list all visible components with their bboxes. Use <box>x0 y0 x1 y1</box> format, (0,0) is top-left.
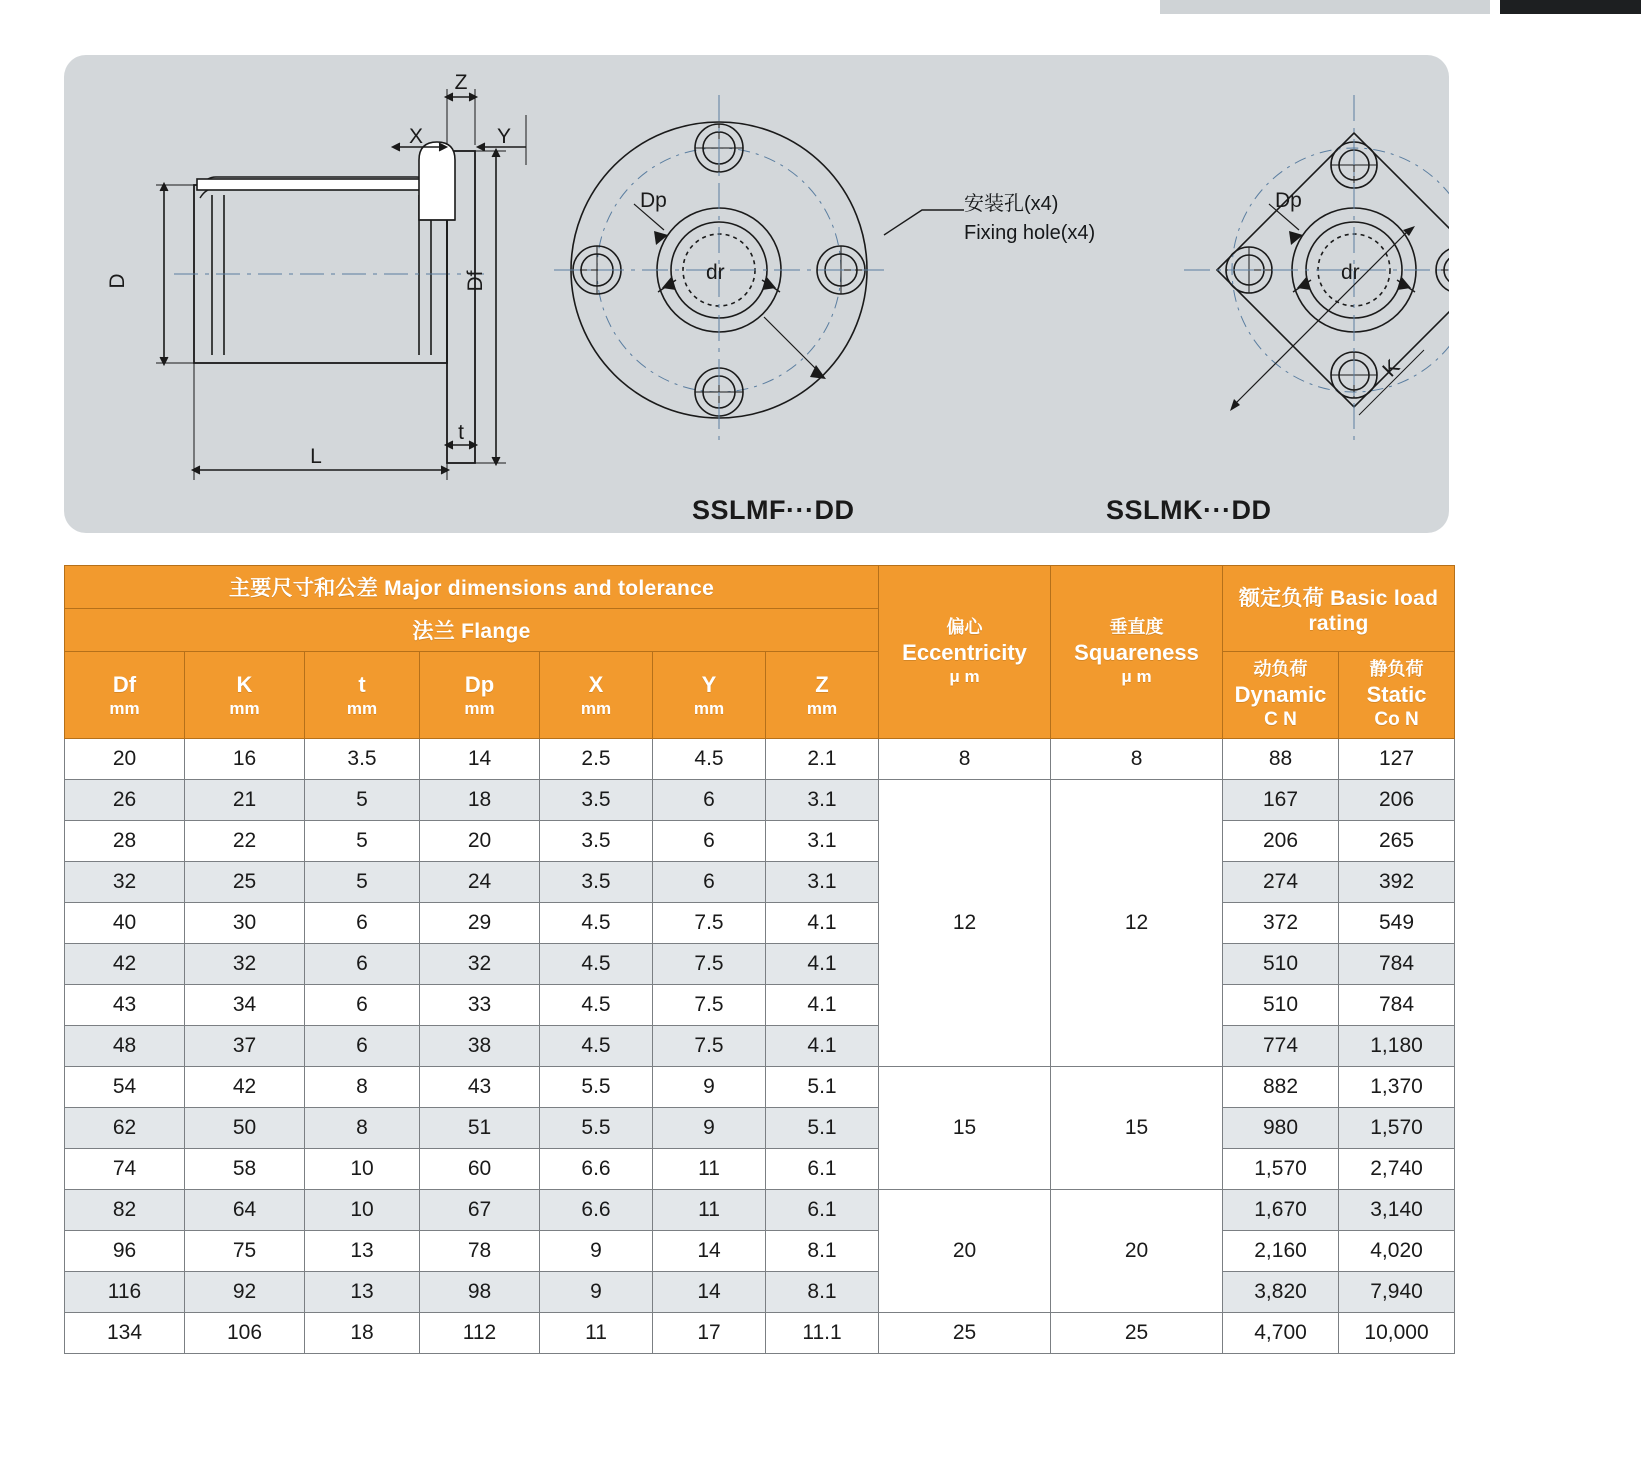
header-eccentricity-unit: μ m <box>949 667 980 687</box>
table-row <box>65 1230 1455 1271</box>
header-static-en: Static <box>1366 681 1427 707</box>
cell-y: 7.5 <box>653 943 766 984</box>
caption-sslmf: SSLMF···DD <box>692 495 855 525</box>
label-t: t <box>458 421 464 444</box>
cell-t: 10 <box>305 1189 420 1230</box>
cell-t: 5 <box>305 779 420 820</box>
cell-dynamic: 774 <box>1223 1025 1339 1066</box>
header-row-group <box>65 566 1455 609</box>
header-col-x <box>540 652 653 739</box>
cell-dp: 98 <box>420 1271 540 1312</box>
cell-k: 30 <box>185 902 305 943</box>
cell-df: 82 <box>65 1189 185 1230</box>
cell-x: 9 <box>540 1230 653 1271</box>
cell-dp: 14 <box>420 738 540 779</box>
cell-t: 5 <box>305 820 420 861</box>
cell-y: 6 <box>653 861 766 902</box>
header-col-t-unit: mm <box>346 699 378 718</box>
cell-static: 784 <box>1339 943 1455 984</box>
cell-t: 5 <box>305 861 420 902</box>
cell-z: 4.1 <box>766 902 879 943</box>
table-row <box>65 1066 1455 1107</box>
cell-static: 3,140 <box>1339 1189 1455 1230</box>
header-col-t <box>305 652 420 739</box>
cell-y: 14 <box>653 1271 766 1312</box>
header-col-dp-label: Dp <box>464 671 495 697</box>
cell-z: 5.1 <box>766 1066 879 1107</box>
cell-y: 11 <box>653 1189 766 1230</box>
cell-x: 3.5 <box>540 779 653 820</box>
cell-z: 2.1 <box>766 738 879 779</box>
cell-static: 10,000 <box>1339 1312 1455 1353</box>
header-squareness-cn: 垂直度 <box>1109 617 1164 638</box>
cell-t: 3.5 <box>305 738 420 779</box>
label-dr-square: dr <box>1341 261 1360 284</box>
cell-t: 8 <box>305 1066 420 1107</box>
header-col-x-unit: mm <box>580 699 612 718</box>
header-eccentricity <box>879 566 1051 739</box>
cell-static: 784 <box>1339 984 1455 1025</box>
header-major-dimensions: 主要尺寸和公差 Major dimensions and tolerance <box>65 566 879 609</box>
cell-t: 8 <box>305 1107 420 1148</box>
cell-dp: 67 <box>420 1189 540 1230</box>
cell-dynamic: 167 <box>1223 779 1339 820</box>
cell-k: 92 <box>185 1271 305 1312</box>
cell-df: 20 <box>65 738 185 779</box>
cell-z: 3.1 <box>766 779 879 820</box>
header-col-k-label: K <box>236 671 253 697</box>
table-row <box>65 738 1455 779</box>
table-row <box>65 820 1455 861</box>
cell-dynamic: 206 <box>1223 820 1339 861</box>
spec-table-wrapper <box>64 565 1454 1354</box>
cell-dynamic: 1,570 <box>1223 1148 1339 1189</box>
cell-static: 1,180 <box>1339 1025 1455 1066</box>
cell-dp: 24 <box>420 861 540 902</box>
cell-z: 5.1 <box>766 1107 879 1148</box>
header-col-y-label: Y <box>701 671 717 697</box>
cell-k: 34 <box>185 984 305 1025</box>
header-col-k-unit: mm <box>229 699 260 718</box>
cell-y: 14 <box>653 1230 766 1271</box>
header-col-df-label: Df <box>112 671 137 697</box>
label-Z: Z <box>454 71 468 94</box>
cell-static: 127 <box>1339 738 1455 779</box>
label-Df: Df <box>464 270 487 292</box>
cell-squareness: 8 <box>1051 738 1223 779</box>
cell-eccentricity: 12 <box>879 779 1051 1066</box>
cell-k: 58 <box>185 1148 305 1189</box>
cell-z: 8.1 <box>766 1230 879 1271</box>
table-row <box>65 1148 1455 1189</box>
cell-static: 1,370 <box>1339 1066 1455 1107</box>
cell-t: 6 <box>305 1025 420 1066</box>
header-row-columns <box>65 652 1455 739</box>
cell-y: 9 <box>653 1107 766 1148</box>
cell-x: 4.5 <box>540 943 653 984</box>
cell-df: 62 <box>65 1107 185 1148</box>
cell-x: 4.5 <box>540 984 653 1025</box>
cell-df: 40 <box>65 902 185 943</box>
cell-dp: 51 <box>420 1107 540 1148</box>
cell-x: 6.6 <box>540 1148 653 1189</box>
header-col-x-label: X <box>588 671 604 697</box>
fixing-hole-note <box>964 190 1095 248</box>
cell-dp: 78 <box>420 1230 540 1271</box>
cell-df: 54 <box>65 1066 185 1107</box>
cell-eccentricity: 20 <box>879 1189 1051 1312</box>
cell-dynamic: 2,160 <box>1223 1230 1339 1271</box>
cell-k: 22 <box>185 820 305 861</box>
cell-dp: 32 <box>420 943 540 984</box>
header-col-static <box>1339 652 1455 739</box>
cell-k: 75 <box>185 1230 305 1271</box>
label-Dp-square: Dp <box>1275 189 1302 212</box>
header-eccentricity-en: Eccentricity <box>902 639 1027 665</box>
cell-df: 134 <box>65 1312 185 1353</box>
cell-k: 106 <box>185 1312 305 1353</box>
cell-y: 11 <box>653 1148 766 1189</box>
label-K: K <box>1378 355 1405 382</box>
cell-dynamic: 1,670 <box>1223 1189 1339 1230</box>
cell-df: 43 <box>65 984 185 1025</box>
cell-y: 4.5 <box>653 738 766 779</box>
cell-x: 9 <box>540 1271 653 1312</box>
label-dr-round: dr <box>706 261 725 284</box>
cell-x: 11 <box>540 1312 653 1353</box>
cell-x: 3.5 <box>540 861 653 902</box>
cell-x: 4.5 <box>540 902 653 943</box>
cell-y: 17 <box>653 1312 766 1353</box>
header-col-y <box>653 652 766 739</box>
cell-z: 8.1 <box>766 1271 879 1312</box>
cell-eccentricity: 15 <box>879 1066 1051 1189</box>
header-col-z <box>766 652 879 739</box>
header-static-unit: Co N <box>1374 709 1419 730</box>
header-col-dp <box>420 652 540 739</box>
cell-k: 37 <box>185 1025 305 1066</box>
cell-t: 6 <box>305 902 420 943</box>
cell-y: 6 <box>653 820 766 861</box>
table-row <box>65 1312 1455 1353</box>
header-col-dp-unit: mm <box>464 699 495 718</box>
cell-x: 5.5 <box>540 1107 653 1148</box>
cell-z: 4.1 <box>766 1025 879 1066</box>
cell-k: 32 <box>185 943 305 984</box>
header-col-t-label: t <box>358 671 366 697</box>
cell-df: 26 <box>65 779 185 820</box>
cell-df: 74 <box>65 1148 185 1189</box>
header-load-cn: 额定负荷 <box>1238 586 1325 610</box>
cell-dynamic: 88 <box>1223 738 1339 779</box>
cell-k: 21 <box>185 779 305 820</box>
table-row <box>65 1025 1455 1066</box>
cell-t: 13 <box>305 1230 420 1271</box>
cell-dp: 43 <box>420 1066 540 1107</box>
header-squareness-unit: μ m <box>1121 667 1152 687</box>
table-row <box>65 861 1455 902</box>
cell-df: 28 <box>65 820 185 861</box>
header-eccentricity-cn: 偏心 <box>946 617 983 638</box>
cell-t: 13 <box>305 1271 420 1312</box>
header-basic-load-rating <box>1223 566 1455 652</box>
cell-z: 3.1 <box>766 861 879 902</box>
cell-dp: 20 <box>420 820 540 861</box>
cell-k: 16 <box>185 738 305 779</box>
header-dynamic-unit: C N <box>1264 709 1297 730</box>
cell-eccentricity: 25 <box>879 1312 1051 1353</box>
cell-dynamic: 274 <box>1223 861 1339 902</box>
header-load-en: Basic load rating <box>1308 586 1439 635</box>
cell-dp: 18 <box>420 779 540 820</box>
table-row <box>65 779 1455 820</box>
cell-dynamic: 3,820 <box>1223 1271 1339 1312</box>
cell-dp: 60 <box>420 1148 540 1189</box>
cell-df: 48 <box>65 1025 185 1066</box>
cell-eccentricity: 8 <box>879 738 1051 779</box>
label-L: L <box>310 445 322 468</box>
cell-x: 2.5 <box>540 738 653 779</box>
header-col-df <box>65 652 185 739</box>
diagram-panel <box>64 55 1449 533</box>
cell-static: 206 <box>1339 779 1455 820</box>
cell-k: 64 <box>185 1189 305 1230</box>
header-flange: 法兰 Flange <box>65 609 879 652</box>
cell-t: 6 <box>305 943 420 984</box>
cell-k: 50 <box>185 1107 305 1148</box>
header-static-cn: 静负荷 <box>1369 659 1424 679</box>
header-col-z-unit: mm <box>806 699 838 718</box>
fixing-hole-note-cn: 安装孔(x4) <box>964 193 1059 215</box>
cell-z: 6.1 <box>766 1189 879 1230</box>
header-col-y-unit: mm <box>693 699 725 718</box>
cell-z: 4.1 <box>766 984 879 1025</box>
cell-x: 6.6 <box>540 1189 653 1230</box>
table-row <box>65 984 1455 1025</box>
cell-static: 7,940 <box>1339 1271 1455 1312</box>
technical-drawing <box>64 55 1449 533</box>
cell-dynamic: 980 <box>1223 1107 1339 1148</box>
caption-sslmk: SSLMK···DD <box>1106 495 1272 525</box>
cell-squareness: 15 <box>1051 1066 1223 1189</box>
cell-z: 11.1 <box>766 1312 879 1353</box>
cell-t: 18 <box>305 1312 420 1353</box>
cell-dp: 38 <box>420 1025 540 1066</box>
cell-z: 6.1 <box>766 1148 879 1189</box>
cell-dynamic: 510 <box>1223 984 1339 1025</box>
header-dynamic-cn: 动负荷 <box>1253 659 1308 679</box>
table-body <box>65 738 1455 1353</box>
cell-static: 2,740 <box>1339 1148 1455 1189</box>
cell-x: 3.5 <box>540 820 653 861</box>
table-head <box>65 566 1455 739</box>
top-strip-dark <box>1500 0 1641 14</box>
cell-dp: 29 <box>420 902 540 943</box>
cell-x: 5.5 <box>540 1066 653 1107</box>
cell-dp: 112 <box>420 1312 540 1353</box>
label-X: X <box>408 125 424 148</box>
fixing-hole-note-en: Fixing hole(x4) <box>964 222 1096 244</box>
cell-y: 7.5 <box>653 1025 766 1066</box>
cell-dynamic: 4,700 <box>1223 1312 1339 1353</box>
cell-k: 25 <box>185 861 305 902</box>
cell-static: 549 <box>1339 902 1455 943</box>
cell-static: 4,020 <box>1339 1230 1455 1271</box>
header-squareness-en: Squareness <box>1074 639 1199 665</box>
cell-y: 9 <box>653 1066 766 1107</box>
cell-t: 6 <box>305 984 420 1025</box>
cell-z: 4.1 <box>766 943 879 984</box>
top-strip-gray <box>1160 0 1490 14</box>
cell-df: 42 <box>65 943 185 984</box>
spec-table <box>64 565 1455 1354</box>
cell-squareness: 20 <box>1051 1189 1223 1312</box>
cell-y: 7.5 <box>653 902 766 943</box>
cell-y: 7.5 <box>653 984 766 1025</box>
cell-dynamic: 510 <box>1223 943 1339 984</box>
cell-squareness: 12 <box>1051 779 1223 1066</box>
label-Dp-round: Dp <box>640 189 667 212</box>
header-col-dynamic <box>1223 652 1339 739</box>
cell-df: 96 <box>65 1230 185 1271</box>
cell-static: 392 <box>1339 861 1455 902</box>
cell-k: 42 <box>185 1066 305 1107</box>
header-dynamic-en: Dynamic <box>1234 681 1327 707</box>
cell-z: 3.1 <box>766 820 879 861</box>
cell-dynamic: 882 <box>1223 1066 1339 1107</box>
cell-df: 116 <box>65 1271 185 1312</box>
label-D: D <box>106 273 129 289</box>
table-row <box>65 943 1455 984</box>
table-row <box>65 902 1455 943</box>
cell-t: 10 <box>305 1148 420 1189</box>
cell-x: 4.5 <box>540 1025 653 1066</box>
header-squareness <box>1051 566 1223 739</box>
cell-static: 265 <box>1339 820 1455 861</box>
cell-static: 1,570 <box>1339 1107 1455 1148</box>
cell-df: 32 <box>65 861 185 902</box>
header-col-z-label: Z <box>815 671 829 697</box>
label-Y: Y <box>496 125 512 148</box>
header-col-df-unit: mm <box>109 699 140 718</box>
cell-dynamic: 372 <box>1223 902 1339 943</box>
cell-dp: 33 <box>420 984 540 1025</box>
header-col-k <box>185 652 305 739</box>
cell-y: 6 <box>653 779 766 820</box>
table-row <box>65 1271 1455 1312</box>
table-row <box>65 1107 1455 1148</box>
cell-squareness: 25 <box>1051 1312 1223 1353</box>
table-row <box>65 1189 1455 1230</box>
